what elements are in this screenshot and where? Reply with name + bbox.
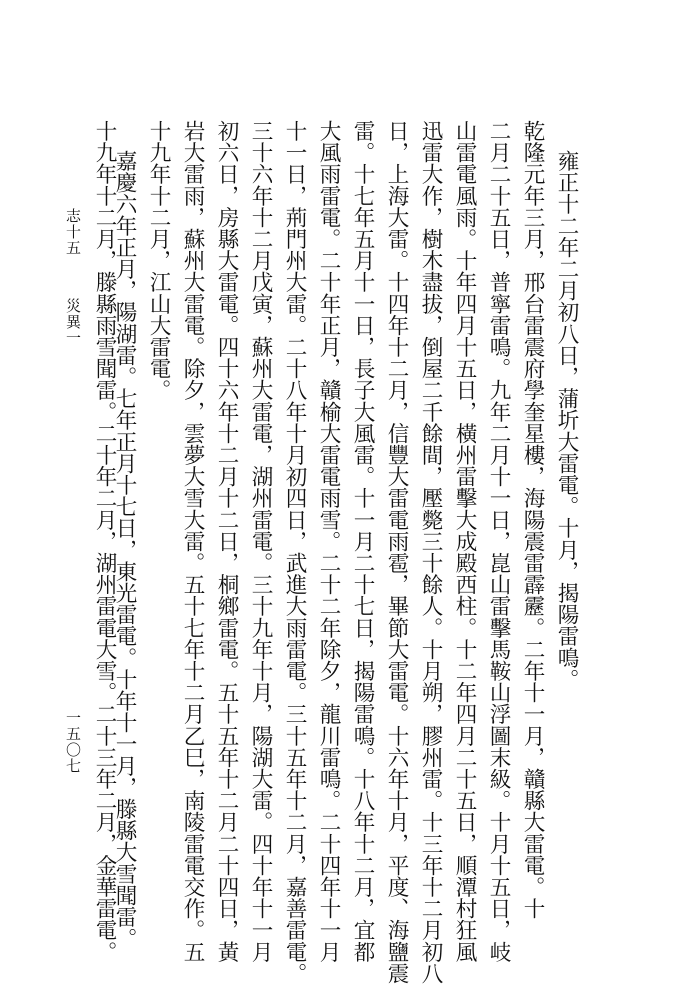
text-column-2: 乾隆元年三月，邢台雷震府學奎星樓，海陽震雷霹靂。二年十一月，贛縣大雷電。十 (520, 120, 545, 920)
text-column-9: 十一日，荊門州大雷。二十八年十月初四日，武進大雨雷電。三十五年十二月，嘉善雷電。 (282, 120, 307, 984)
text-column-10: 三十六年十二月戊寅，蘇州大雷電，湖州雷電。三十九年十月，陽湖大雷。四十年十一月 (248, 120, 273, 963)
text-column-14: 嘉慶六年正月，陽湖雷。七年正月十七日，東光雷電。十年十一月，滕縣大雪聞雷。 (112, 150, 137, 950)
text-column-4: 山雷電風雨。十年四月十五日，橫州雷擊大成殿西柱。十二年四月二十五日，順潭村狂風 (452, 120, 477, 963)
text-column-7: 雷。十七年五月十一日，長子大風雷。十一月二十七日，揭陽雷鳴。十八年十二月，宜都 (350, 120, 375, 963)
text-column-3: 二月二十五日，普寧雷鳴。九年二月十一日，崑山雷擊馬鞍山浮圖末級。十月十五日，岐 (486, 120, 511, 963)
text-column-5: 迅雷大作，樹木盡拔，倒屋二千餘間，壓斃三十餘人。十月朔，膠州雷。十三年十二月初八 (418, 120, 443, 984)
text-column-6: 日，上海大雷。十四年十二月，信豐大雷電雨雹，畢節大雷電。十六年十月，平度、海鹽震 (384, 120, 409, 984)
text-column-8: 大風雨雷電。二十年正月，贛榆大雷電雨雪。二十二年除夕，龍川雷鳴。二十四年十一月 (316, 120, 341, 963)
page-number: 一五〇七 (64, 710, 82, 774)
volume-label: 志十五 (64, 208, 82, 256)
text-column-1: 雍正十二年二月初八日，蒲圻大雷電。十月，揭陽雷鳴。 (554, 150, 579, 690)
text-column-13: 十九年十二月，江山大雷電。 (146, 120, 171, 401)
text-column-11: 初六日，房縣大雷電。四十六年十二月十二日，桐鄉雷電。五十五年十二月二十四日，黃 (214, 120, 239, 963)
text-column-15: 十九年十二月，滕縣雨雪聞雷。二十年二月，湖州雷電大雪。二十三年二月，金華雷電。 (92, 120, 117, 963)
text-column-12: 岩大雷雨，蘇州大雷電。除夕，雲夢大雪大雷。五十七年十二月乙巳，南陵雷電交作。五 (180, 120, 205, 963)
section-label: 災異一 (64, 298, 82, 346)
